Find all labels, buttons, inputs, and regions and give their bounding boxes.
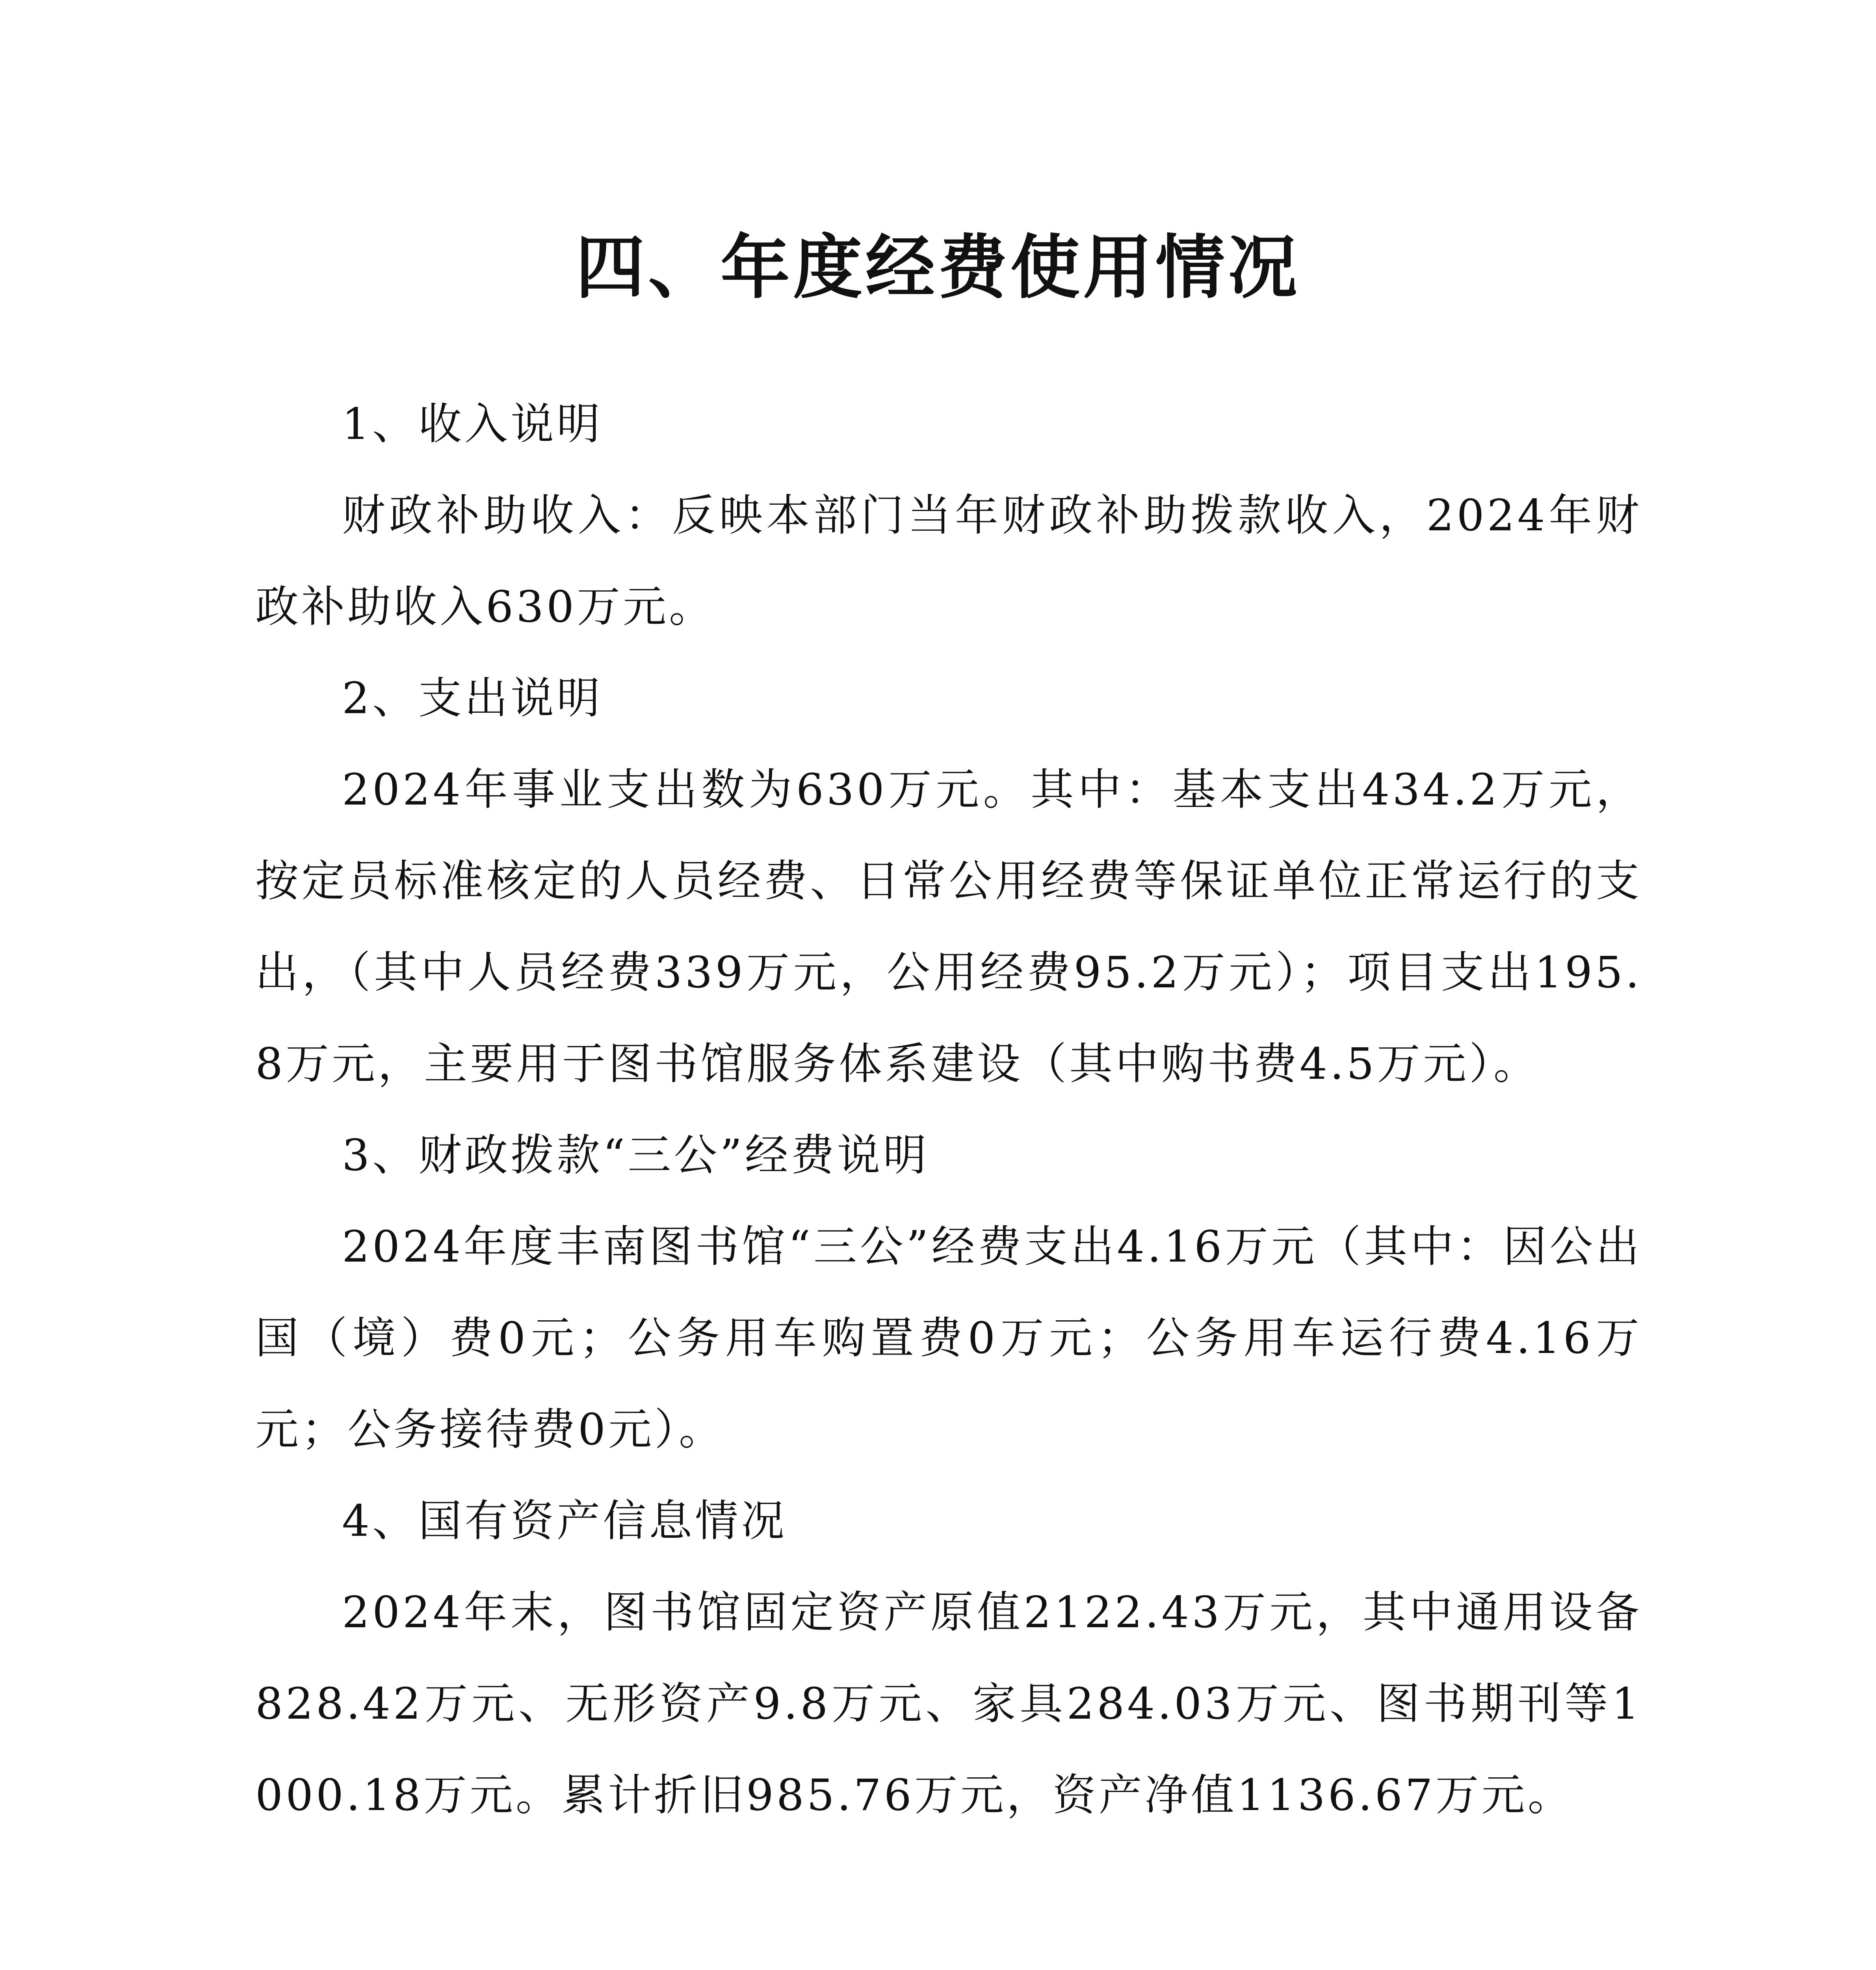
paragraph-expenditure: 2024年事业支出数为630万元。其中：基本支出434.2万元，按定员标准核定的人员经费、日常公用经费等保证单位正常运行的支出，（其中人员经费339万元，公用经费95.2万元）；项目支出195.8万元，主要用于图书馆服务体系建设（其中购书费4.5万元）。 [255, 764, 1642, 1089]
section-heading-state-assets: 4、国有资产信息情况 [342, 1496, 787, 1546]
page-title: 四、年度经费使用情况 [575, 227, 1300, 308]
paragraph-three-public-expenses: 2024年度丰南图书馆“三公”经费支出4.16万元（其中：因公出国（境）费0元；公务用车购置费0万元；公务用车运行费4.16万元；公务接待费0元）。 [255, 1221, 1642, 1455]
paragraph-income: 财政补助收入：反映本部门当年财政补助拨款收入，2024年财政补助收入630万元。 [255, 490, 1642, 632]
document-body [255, 378, 1642, 1841]
section-heading-three-public-expenses: 3、财政拨款“三公”经费说明 [342, 1130, 929, 1180]
paragraph-state-assets: 2024年末，图书馆固定资产原值2122.43万元，其中通用设备828.42万元、无形资产9.8万元、家具284.03万元、图书期刊等1000.18万元。累计折旧985.76万元，资产净值1136.67万元。 [255, 1587, 1642, 1820]
section-heading-expenditure: 2、支出说明 [342, 673, 603, 723]
section-heading-income: 1、收入说明 [342, 399, 603, 449]
